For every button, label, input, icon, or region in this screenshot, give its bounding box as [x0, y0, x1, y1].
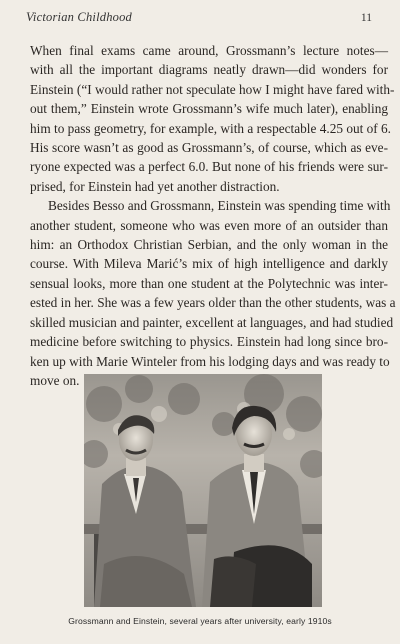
paragraph-1 [30, 41, 395, 196]
text-line: ken up with Marie Winteler from his lodging days and was ready to [30, 353, 390, 369]
running-head: Victorian Childhood [26, 10, 132, 24]
text-line: ested in her. She was a few years older than the other students, was a [30, 295, 396, 311]
text-line: out them,” Einstein wrote Grossmann’s wife much later), enabling [30, 101, 388, 117]
text-line: move on. [30, 372, 80, 388]
text-line: medicine before switching to physics. Einstein had long since bro- [30, 334, 388, 350]
photograph-grossmann-einstein [84, 374, 322, 607]
photograph [84, 374, 322, 607]
text-line: ryone expected was a perfect 6.0. But none of his friends were sur- [30, 159, 388, 175]
text-line: him: an Orthodox Christian Serbian, and the only woman in the [30, 237, 388, 253]
text-line: sensual looks, more than one student at the Polytechnic was inter- [30, 275, 388, 291]
text-line: When final exams came around, Grossmann’s lecture notes— [30, 43, 388, 58]
text-line: with all the important diagrams neatly drawn—did wonders for [30, 62, 388, 78]
text-line: him to pass geometry, for example, with a respectable 4.25 out of 6. [30, 120, 392, 136]
text-line: Einstein (“I would rather not speculate how I might have fared with- [30, 81, 395, 97]
text-line: Besides Besso and Grossmann, Einstein was spending time with [48, 198, 391, 214]
text-line: another student, someone who was even more of an outsider than [30, 217, 388, 233]
paragraph-2 [30, 196, 396, 390]
text-line: skilled musician and painter, excellent at languages, and had studied [30, 314, 394, 330]
body-text [30, 41, 396, 390]
text-line: course. With Mileva Marić’s mix of high intelligence and darkly [30, 256, 388, 272]
page-number: 11 [360, 12, 372, 24]
text-line: prised, for Einstein had yet another distraction. [30, 178, 280, 194]
text-line: His score wasn’t as good as Grossmann’s, of course, which as eve- [30, 140, 388, 156]
photo-caption: Grossmann and Einstein, several years after university, early 1910s [68, 616, 332, 626]
